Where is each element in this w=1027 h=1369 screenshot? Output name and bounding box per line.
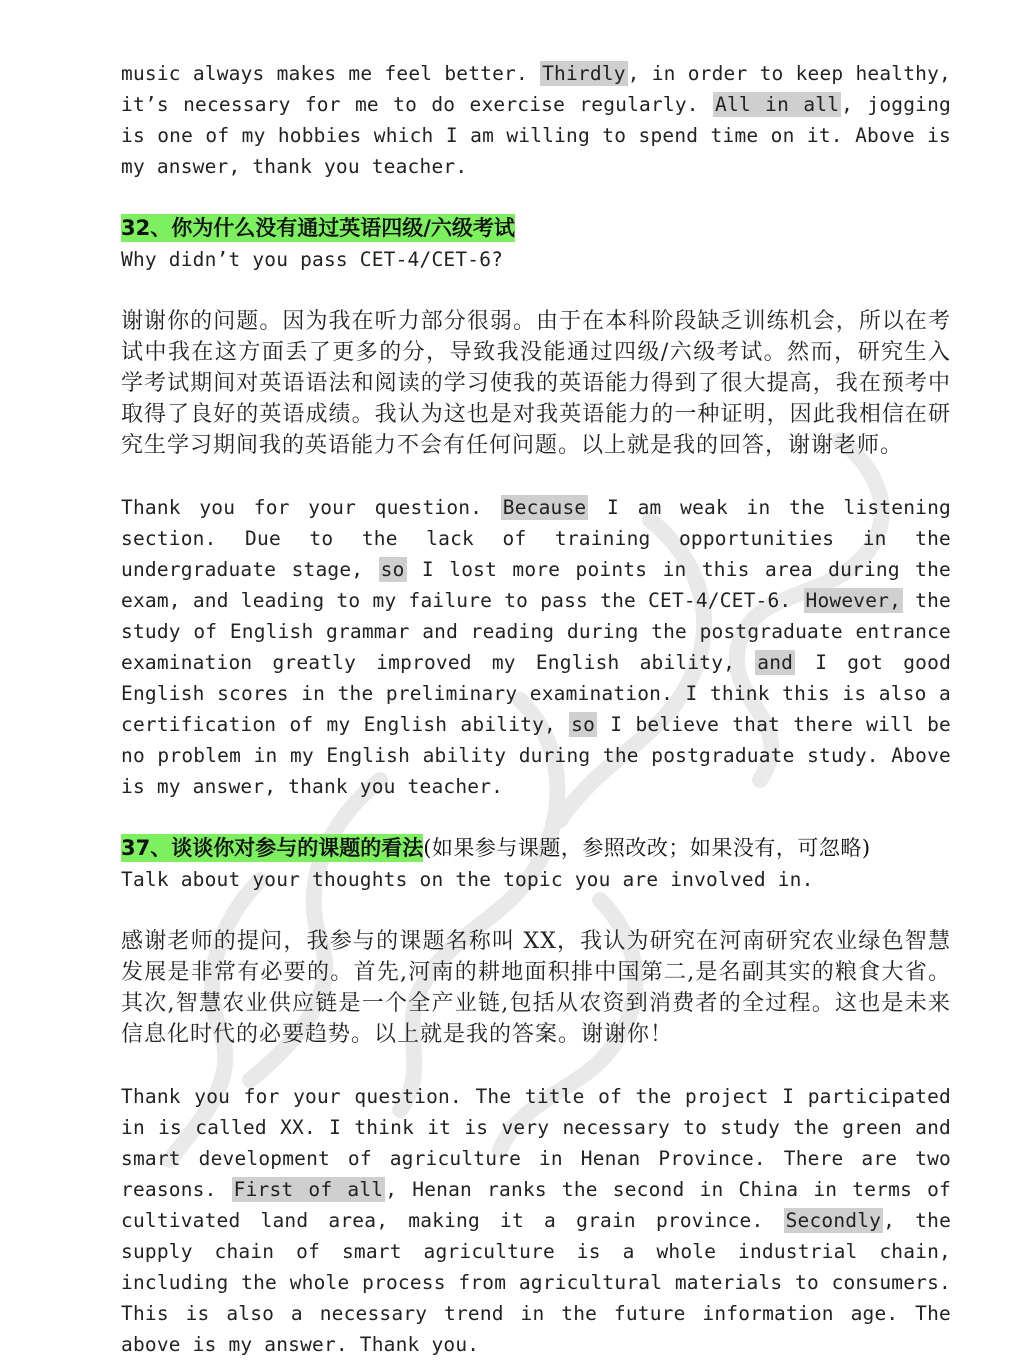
content <box>121 58 951 1360</box>
keyword-highlight: Thirdly <box>542 62 626 85</box>
text-run: I believe that there will be no problem in my English ability during the postgraduate study. Above is my answer, thank you teacher. <box>121 713 951 798</box>
question-32-heading <box>121 213 951 244</box>
text-run: , jogging is one of my hobbies which I am willing to spend time on it. Above is my answer, thank you teacher. <box>121 93 951 178</box>
text-run: I am weak in the listening section. Due to the lack of training opportunities in the undergraduate stage, <box>121 496 951 581</box>
keyword-highlight: First of all <box>233 1178 384 1201</box>
previous-answer-ending <box>121 58 951 182</box>
text-run: , Henan ranks the second in China in terms of cultivated land area, making it a grain province. <box>121 1178 951 1232</box>
keyword-highlight: so <box>380 558 405 581</box>
question-37-english: Talk about your thoughts on the topic you are involved in. <box>121 868 814 891</box>
question-32-english: Why didn’t you pass CET-4/CET-6? <box>121 248 504 271</box>
keyword-highlight: Because <box>502 496 587 519</box>
keyword-highlight: Secondly <box>785 1209 882 1232</box>
question-title: 37、谈谈你对参与的课题的看法 <box>121 836 424 860</box>
keyword-highlight: However, <box>805 589 902 612</box>
keyword-highlight: so <box>571 713 596 736</box>
text-run: Thank you for your question. The title of the project I participated in is called XX. I think it is very necessary to study the green and smart development of agriculture in Henan Province. There are two reasons. <box>121 1085 951 1201</box>
question-32-english-answer <box>121 492 951 802</box>
question-title: 32、你为什么没有通过英语四级/六级考试 <box>121 216 515 240</box>
text-run: , the supply chain of smart agriculture is a whole industrial chain, including the whole process from agricultural materials to consumers. This is also a necessary trend in the future information age. The above is my answer. Thank you. <box>121 1209 952 1356</box>
question-37-heading <box>121 833 951 864</box>
text-run: I lost more points in this area during the exam, and leading to my failure to pass the CET-4/CET-6. <box>121 558 951 612</box>
question-37-english-answer <box>121 1081 951 1360</box>
text-run: , in order to keep healthy, it’s necessary for me to do exercise regularly. <box>121 62 951 116</box>
keyword-highlight: and <box>757 651 794 674</box>
question-37-chinese-answer: 感谢老师的提问，我参与的课题名称叫 XX，我认为研究在河南研究农业绿色智慧发展是非常有必要的。首先,河南的耕地面积排中国第二,是名副其实的粮食大省。其次,智慧农业供应链是一个全产业链,包括从农资到消费者的全过程。这也是未来信息化时代的必要趋势。以上就是我的答案。谢谢你！ <box>121 929 951 1047</box>
text-run: the study of English grammar and reading during the postgraduate entrance examination greatly improved my English ability, <box>121 589 951 674</box>
question-note: (如果参与课题，参照改改；如果没有，可忽略) <box>423 836 871 860</box>
question-32-chinese-answer: 谢谢你的问题。因为我在听力部分很弱。由于在本科阶段缺乏训练机会，所以在考试中我在这方面丢了更多的分，导致我没能通过四级/六级考试。然而，研究生入学考试期间对英语语法和阅读的学习使我的英语能力得到了很大提高，我在预考中取得了良好的英语成绩。我认为这也是对我英语能力的一种证明，因此我相信在研究生学习期间我的英语能力不会有任何问题。以上就是我的回答，谢谢老师。 <box>121 309 951 458</box>
text-run: music always makes me feel better. <box>121 62 541 85</box>
keyword-highlight: All in all <box>715 93 840 116</box>
text-run: Thank you for your question. <box>121 496 501 519</box>
text-run: I got good English scores in the preliminary examination. I think this is also a certification of my English ability, <box>121 651 952 736</box>
